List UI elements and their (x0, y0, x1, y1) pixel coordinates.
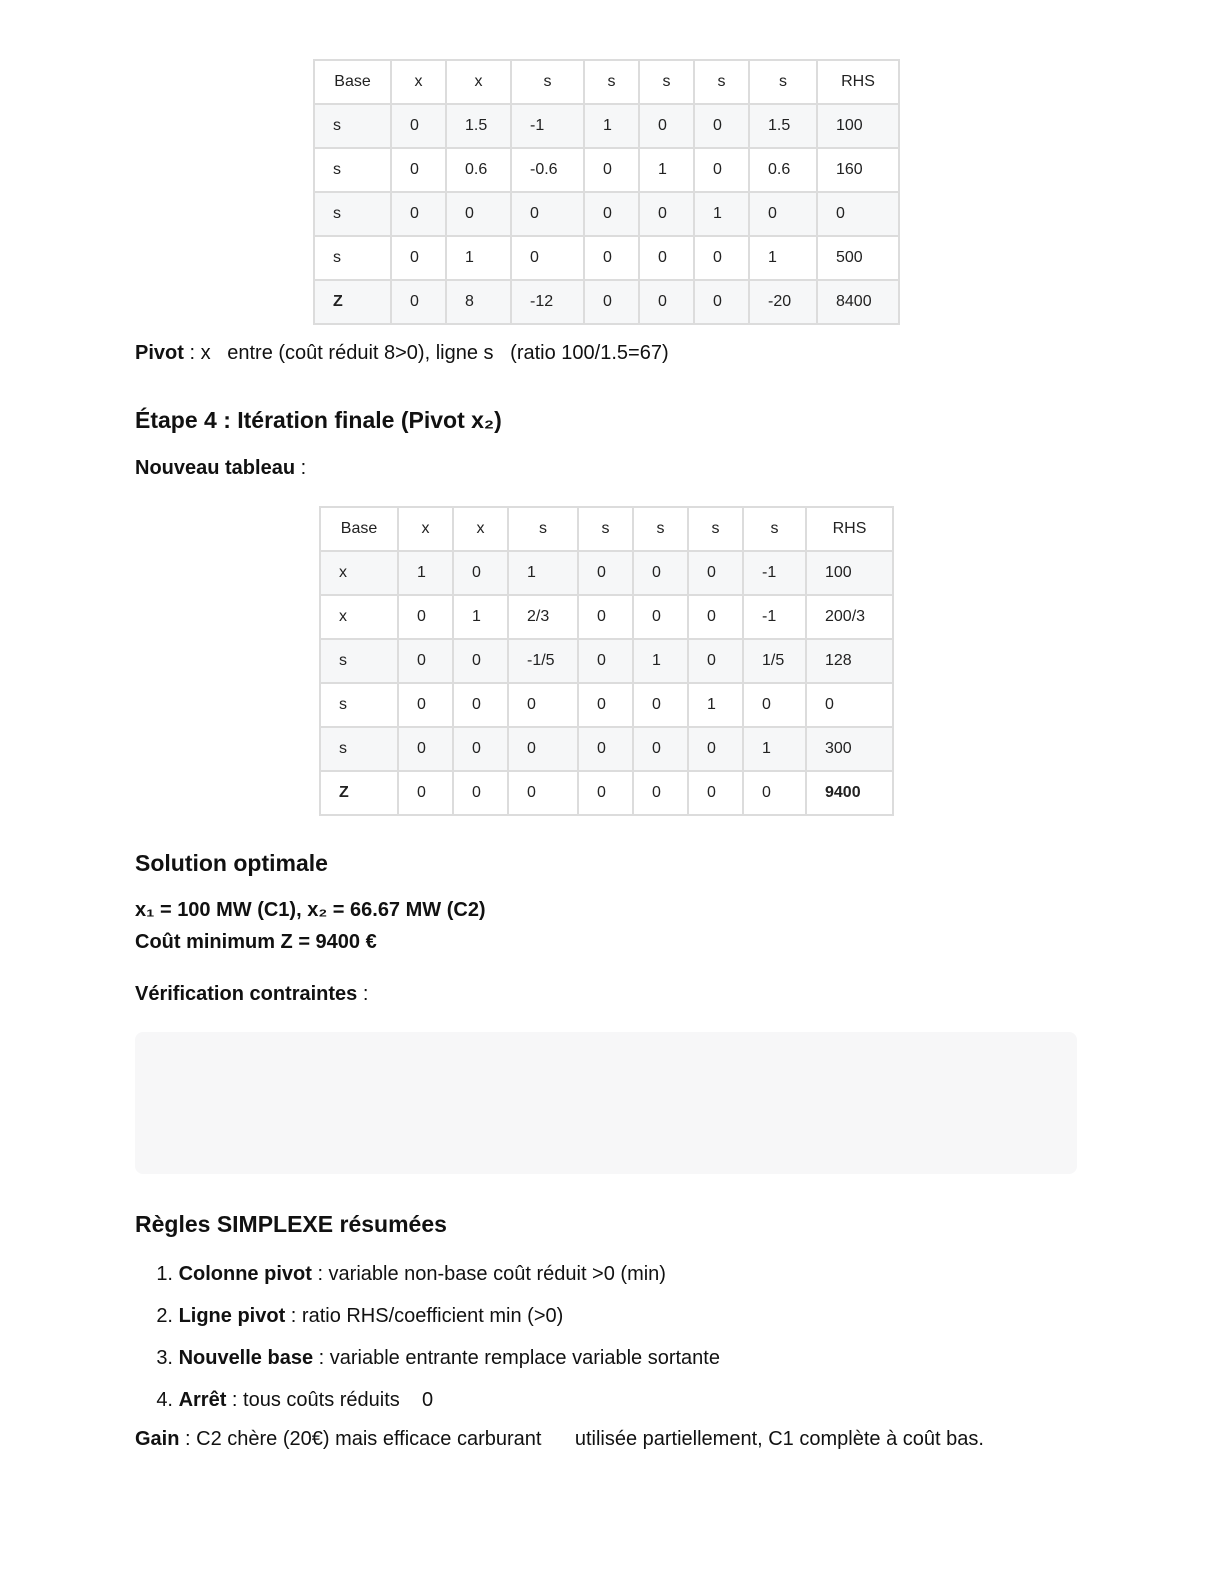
table-cell: 300 (806, 727, 893, 771)
solution-cost: Coût minimum Z = 9400 € (135, 931, 377, 953)
table-cell: s (320, 727, 398, 771)
table-cell: Z (314, 280, 391, 324)
table-cell: 0.6 (446, 148, 511, 192)
table-cell: -20 (749, 280, 817, 324)
table-row (320, 683, 893, 727)
table-cell: 0 (694, 148, 749, 192)
table-cell: 0 (391, 104, 446, 148)
table-cell: 0 (639, 104, 694, 148)
rule-number: 1. (156, 1263, 173, 1285)
table-cell: 0 (743, 683, 806, 727)
simplex-table-final (319, 506, 894, 816)
verification-label-text: : (357, 983, 369, 1005)
table-header-cell: s (633, 507, 688, 551)
table-cell: s (314, 192, 391, 236)
table-cell: 0 (453, 683, 508, 727)
table-cell: 0 (578, 639, 633, 683)
table-cell: 0 (584, 280, 639, 324)
table-header-cell: s (694, 60, 749, 104)
rule-number: 2. (156, 1305, 173, 1327)
table-row (314, 192, 899, 236)
table-cell: 0.6 (749, 148, 817, 192)
table-cell: 160 (817, 148, 899, 192)
table-row (314, 104, 899, 148)
table-cell: 0 (639, 280, 694, 324)
table-cell: 0 (694, 236, 749, 280)
table-cell: 0 (633, 551, 688, 595)
table-cell: 100 (817, 104, 899, 148)
table-cell: 1 (633, 639, 688, 683)
table-cell: 8 (446, 280, 511, 324)
rule-text: : ratio RHS/coefficient min (>0) (285, 1305, 564, 1327)
table-header-cell: Base (314, 60, 391, 104)
rule-number: 4. (156, 1389, 173, 1411)
simplex-table-iteration-3 (313, 59, 900, 325)
table-cell: 1 (398, 551, 453, 595)
table-header-cell: RHS (817, 60, 899, 104)
table-header-cell: s (743, 507, 806, 551)
table-cell: 0 (578, 551, 633, 595)
table-header-cell: x (453, 507, 508, 551)
table-cell: 0 (584, 192, 639, 236)
table-cell: 0 (688, 771, 743, 815)
rule-label: Nouvelle base (178, 1347, 314, 1369)
table-cell: 0 (584, 236, 639, 280)
table-cell: 128 (806, 639, 893, 683)
rule-text: : variable entrante remplace variable sortante (313, 1347, 720, 1369)
table-row (314, 280, 899, 324)
gain-text: : C2 chère (20€) mais efficace carburant utilisée partiellement, C1 complète à coût bas. (179, 1428, 984, 1450)
verification-label (135, 983, 368, 1006)
table-row (314, 236, 899, 280)
table-header-row (314, 60, 899, 104)
table-cell: -12 (511, 280, 584, 324)
table-header-cell: s (584, 60, 639, 104)
table-cell: 1.5 (749, 104, 817, 148)
table-row (320, 595, 893, 639)
table-cell: 0 (688, 595, 743, 639)
table-row (320, 551, 893, 595)
rules-heading: Règles SIMPLEXE résumées (135, 1211, 447, 1237)
table-header-cell: s (688, 507, 743, 551)
table-cell: 0 (749, 192, 817, 236)
rules-list (135, 1256, 720, 1424)
rule-item (135, 1298, 720, 1340)
table-header-cell: x (391, 60, 446, 104)
rule-item (135, 1340, 720, 1382)
table-header-cell: RHS (806, 507, 893, 551)
table-cell: s (314, 148, 391, 192)
rule-text: : variable non-base coût réduit >0 (min) (311, 1263, 666, 1285)
table-cell: 1 (446, 236, 511, 280)
verification-label-bold: Vérification contraintes (135, 983, 358, 1005)
table-cell: 0 (398, 595, 453, 639)
table-cell: 1 (453, 595, 508, 639)
table-cell: 0 (578, 771, 633, 815)
table-cell: -1/5 (508, 639, 578, 683)
gain-label: Gain (135, 1428, 180, 1450)
table-cell: 0 (511, 192, 584, 236)
table-cell: 500 (817, 236, 899, 280)
table-cell: 0 (633, 727, 688, 771)
table-cell: 0 (391, 236, 446, 280)
table-row (320, 727, 893, 771)
rule-label: Colonne pivot (178, 1263, 312, 1285)
table-cell: -1 (743, 551, 806, 595)
new-table-label (135, 457, 306, 480)
table-cell: 0 (391, 192, 446, 236)
table-header-cell: s (578, 507, 633, 551)
table-cell: 2/3 (508, 595, 578, 639)
table-cell: 0 (508, 771, 578, 815)
table-cell: 0 (578, 727, 633, 771)
table-cell: 0 (743, 771, 806, 815)
table-cell: 1 (639, 148, 694, 192)
table-header-cell: s (508, 507, 578, 551)
table-cell: 1/5 (743, 639, 806, 683)
rule-text: : tous coûts réduits 0 (226, 1389, 434, 1411)
table-cell: 0 (446, 192, 511, 236)
table-cell: -1 (743, 595, 806, 639)
table-cell: 0 (584, 148, 639, 192)
table-cell: 0 (578, 683, 633, 727)
table-cell: x (320, 595, 398, 639)
table-cell: 1 (743, 727, 806, 771)
pivot-note (135, 342, 669, 365)
table-cell: 0 (688, 639, 743, 683)
table-header-row (320, 507, 893, 551)
table-cell: 1 (584, 104, 639, 148)
table-cell: s (314, 104, 391, 148)
table-cell: 9400 (806, 771, 893, 815)
table-header-cell: x (446, 60, 511, 104)
table-cell: 0 (639, 192, 694, 236)
table-cell: 0 (817, 192, 899, 236)
new-table-label-bold: Nouveau tableau (135, 457, 296, 479)
table-cell: 1 (508, 551, 578, 595)
table-cell: 0 (639, 236, 694, 280)
table-row (314, 148, 899, 192)
table-cell: 0 (511, 236, 584, 280)
table-cell: 0 (578, 595, 633, 639)
table-cell: 0 (398, 727, 453, 771)
table-cell: Z (320, 771, 398, 815)
table-cell: 8400 (817, 280, 899, 324)
solution-heading: Solution optimale (135, 850, 328, 876)
table-cell: 100 (806, 551, 893, 595)
table-cell: 0 (398, 771, 453, 815)
table-cell: 200/3 (806, 595, 893, 639)
table-row (320, 639, 893, 683)
table-cell: -0.6 (511, 148, 584, 192)
step4-heading: Étape 4 : Itération finale (Pivot x₂) (135, 407, 502, 433)
table-cell: -1 (511, 104, 584, 148)
rule-label: Arrêt (178, 1389, 227, 1411)
table-cell: 0 (688, 551, 743, 595)
new-table-label-text: : (295, 457, 307, 479)
table-header-cell: Base (320, 507, 398, 551)
rule-number: 3. (156, 1347, 173, 1369)
table-cell: 1.5 (446, 104, 511, 148)
table-cell: s (320, 639, 398, 683)
table-cell: 0 (453, 771, 508, 815)
table-row (320, 771, 893, 815)
table-cell: 0 (453, 551, 508, 595)
table-cell: 0 (508, 683, 578, 727)
table-cell: 0 (391, 280, 446, 324)
table-header-cell: s (639, 60, 694, 104)
rule-label: Ligne pivot (178, 1305, 286, 1327)
table-cell: 0 (508, 727, 578, 771)
table-cell: 1 (749, 236, 817, 280)
rule-item (135, 1256, 720, 1298)
table-cell: 0 (806, 683, 893, 727)
pivot-text: : x entre (coût réduit 8>0), ligne s (ratio 100/1.5=67) (183, 342, 669, 364)
table-cell: 0 (633, 771, 688, 815)
table-cell: s (320, 683, 398, 727)
table-cell: 0 (391, 148, 446, 192)
table-cell: 1 (694, 192, 749, 236)
table-cell: x (320, 551, 398, 595)
table-cell: 0 (694, 280, 749, 324)
table-cell: 0 (633, 683, 688, 727)
table-cell: 0 (453, 639, 508, 683)
table-header-cell: s (749, 60, 817, 104)
table-cell: 0 (688, 727, 743, 771)
table-cell: 0 (694, 104, 749, 148)
rule-item (135, 1382, 720, 1424)
table-cell: 0 (633, 595, 688, 639)
table-header-cell: x (398, 507, 453, 551)
table-cell: 0 (398, 683, 453, 727)
table-header-cell: s (511, 60, 584, 104)
table-cell: 1 (688, 683, 743, 727)
solution-values: x₁ = 100 MW (C1), x₂ = 66.67 MW (C2) (135, 899, 486, 921)
verification-code-block (135, 1032, 1077, 1174)
table-cell: 0 (453, 727, 508, 771)
gain-note (135, 1428, 984, 1451)
table-cell: 0 (398, 639, 453, 683)
table-cell: s (314, 236, 391, 280)
pivot-label: Pivot (135, 342, 184, 364)
